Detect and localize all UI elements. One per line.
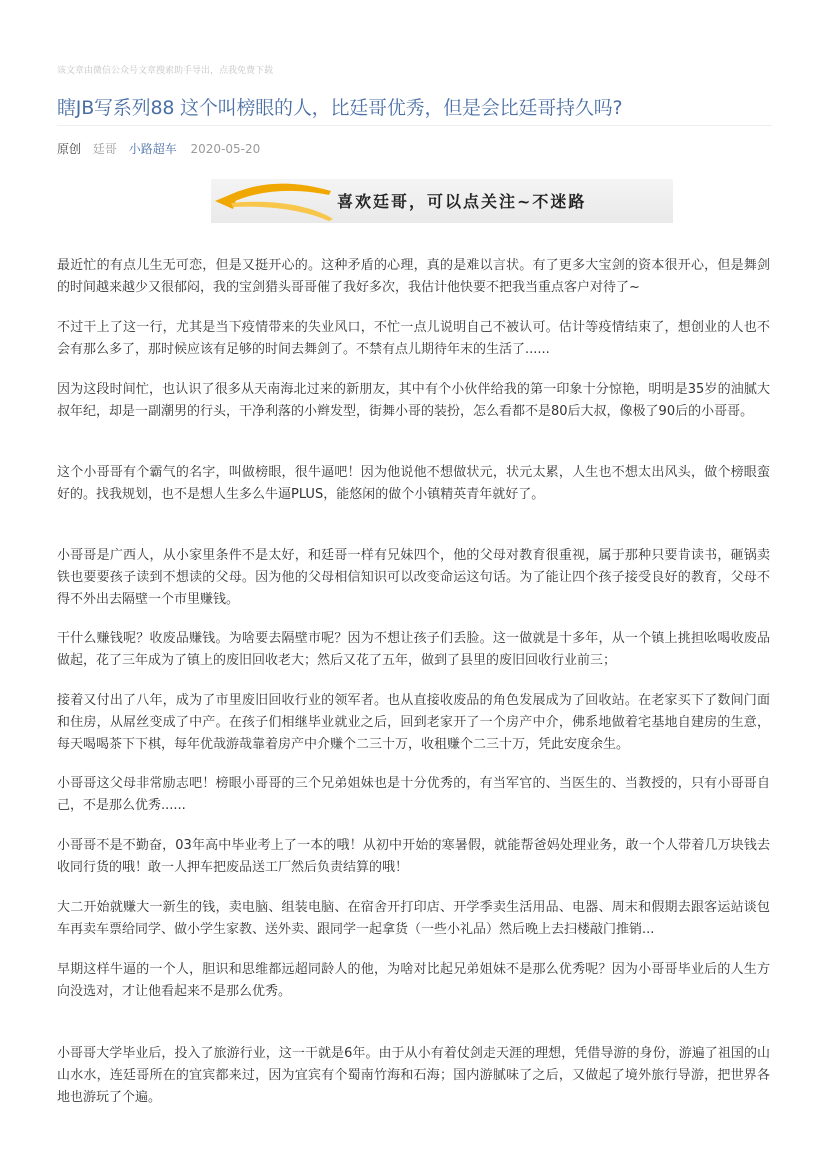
- paragraph: 小哥哥不是不勤奋，03年高中毕业考上了一本的哦！从初中开始的寒暑假，就能帮爸妈处理业务，敢一个人带着几万块钱去收同行货的哦！敢一人押车把废品送工厂然后负责结算的哦！: [57, 838, 770, 875]
- publish-date: 2020-05-20: [190, 142, 261, 156]
- paragraph: 小哥哥大学毕业后，投入了旅游行业，这一干就是6年。由于从小有着仗剑走天涯的理想，凭借导游的身份，游遍了祖国的山山水水，连廷哥所在的宜宾都来过，因为宜宾有个蜀南竹海和石海；国内游腻味了之后，又做起了境外旅行导游，把世界各地也游玩了个遍。: [57, 1046, 770, 1105]
- author-name: 廷哥: [92, 142, 117, 156]
- paragraph: 早期这样牛逼的一个人，胆识和思维都远超同龄人的他，为啥对比起兄弟姐妹不是那么优秀呢？因为小哥哥毕业后的人生方向没选对，才让他看起来不是那么优秀。: [57, 962, 770, 999]
- banner-text: 喜欢廷哥，可以点关注~不迷路: [337, 192, 587, 211]
- follow-banner: [211, 179, 673, 223]
- paragraph: 小哥哥是广西人，从小家里条件不是太好，和廷哥一样有兄妹四个，他的父母对教育很重视，属于那种只要肯读书，砸锅卖铁也要要孩子读到不想读的父母。因为他的父母相信知识可以改变命运这句话。为了能让四个孩子接受良好的教育，父母不得不外出去隔壁一个市里赚钱。: [57, 548, 770, 607]
- paragraph: 最近忙的有点儿生无可恋，但是又挺开心的。这种矛盾的心理，真的是难以言状。有了更多大宝剑的资本很开心，但是舞剑的时间越来越少又很郁闷，我的宝剑猎头哥哥催了我好多次，我估计他快要不把我当重点客户对待了~: [57, 258, 770, 295]
- paragraph: 因为这段时间忙，也认识了很多从天南海北过来的新朋友，其中有个小伙伴给我的第一印象十分惊艳，明明是35岁的油腻大叔年纪，却是一副潮男的行头，干净利落的小辫发型，街舞小哥的装扮，怎么看都不是80后大叔，像极了90后的小哥哥。: [57, 382, 770, 419]
- article-meta: [57, 140, 268, 157]
- export-notice-link[interactable]: 该文章由微信公众号文章搜索助手导出，点我免费下载: [57, 66, 274, 76]
- paragraph: 小哥哥这父母非常励志吧！榜眼小哥哥的三个兄弟姐妹也是十分优秀的，有当军官的、当医生的、当教授的，只有小哥哥自己，不是那么优秀......: [57, 776, 770, 813]
- paragraph: 接着又付出了八年，成为了市里废旧回收行业的领军者。也从直接收废品的角色发展成为了回收站。在老家买下了数间门面和住房，从屌丝变成了中产。在孩子们相继毕业就业之后，回到老家开了一个房产中介，佛系地做着宅基地自建房的生意，每天喝喝茶下下棋，每年优哉游哉靠着房产中介赚个二三十万，收租赚个二三十万，凭此安度余生。: [57, 693, 770, 752]
- article-title: 瞎JB写系列88 这个叫榜眼的人，比廷哥优秀，但是会比廷哥持久吗?: [57, 97, 623, 119]
- account-name-link[interactable]: 小路超车: [128, 142, 177, 156]
- paragraph: 干什么赚钱呢？收废品赚钱。为啥要去隔壁市呢？因为不想让孩子们丢脸。这一做就是十多年，从一个镇上挑担吆喝收废品做起，花了三年成为了镇上的废旧回收老大；然后又花了五年，做到了县里的废旧回收行业前三；: [57, 631, 770, 668]
- paragraph: 大二开始就赚大一新生的钱，卖电脑、组装电脑、在宿舍开打印店、开学季卖生活用品、电器、周末和假期去跟客运站谈包车再卖车票给同学、做小学生家教、送外卖、跟同学一起拿货（一些小礼品）然后晚上去扫楼敲门推销...: [57, 900, 770, 937]
- paragraph: 不过干上了这一行，尤其是当下疫情带来的失业风口，不忙一点儿说明自己不被认可。估计等疫情结束了，想创业的人也不会有那么多了，那时候应该有足够的时间去舞剑了。不禁有点儿期待年末的生活了......: [57, 320, 770, 357]
- title-divider: [57, 125, 772, 126]
- paragraph: 这个小哥哥有个霸气的名字，叫做榜眼，很牛逼吧！因为他说他不想做状元，状元太累，人生也不想太出风头，做个榜眼蛮好的。找我规划，也不是想人生多么牛逼PLUS，能悠闲的做个小镇精英青年就好了。: [57, 465, 770, 502]
- original-tag: 原创: [57, 142, 82, 156]
